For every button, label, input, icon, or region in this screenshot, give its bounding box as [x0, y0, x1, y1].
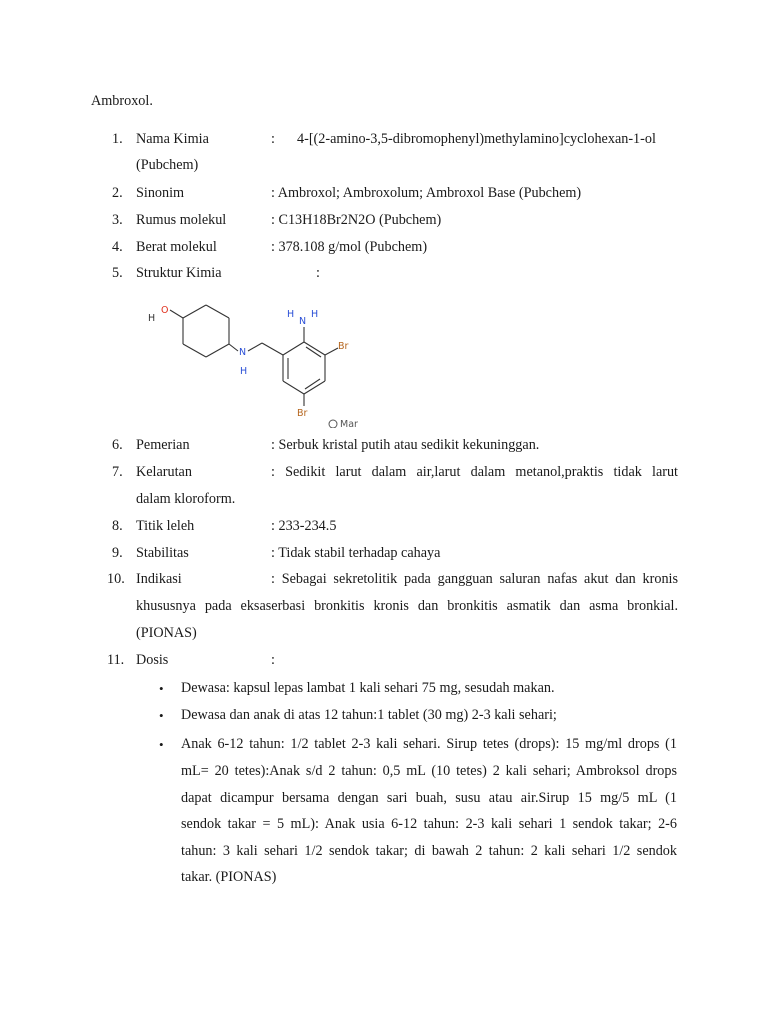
atom-label: N	[239, 347, 247, 358]
dosis-bullet-text: Dewasa dan anak di atas 12 tahun:1 tablet (30 mg) 2-3 kali sehari;	[181, 707, 557, 723]
item-label: Berat molekul	[136, 239, 217, 255]
item-number: 3.	[112, 212, 123, 228]
item-value: : C13H18Br2N2O (Pubchem)	[271, 212, 442, 228]
item-label: Struktur Kimia	[136, 265, 222, 281]
atom-label: H	[148, 313, 156, 324]
dosis-bullet-text-line: takar. (PIONAS)	[181, 869, 277, 885]
item-number: 11.	[107, 652, 125, 668]
bullet-icon: •	[159, 681, 164, 696]
dosis-bullet-text-line: dapat dicampur bersama dengan sari buah, susu atau air.Sirup 15 mg/5 mL (1	[181, 790, 677, 806]
atom-label: N	[299, 316, 307, 327]
atom-label: H	[240, 366, 248, 377]
item-value: 4-[(2-amino-3,5-dibromophenyl)methylamino]cyclohexan-1-ol	[297, 131, 656, 147]
item-label: Pemerian	[136, 437, 190, 453]
item-value: : 378.108 g/mol (Pubchem)	[271, 239, 428, 255]
item-label: Nama Kimia	[136, 131, 209, 147]
item-label: Rumus molekul	[136, 212, 227, 228]
item-label: Stabilitas	[136, 545, 189, 561]
item-label: Dosis	[136, 652, 169, 668]
item-value-continued: (PIONAS)	[136, 625, 197, 641]
document-title: Ambroxol.	[91, 93, 153, 109]
dosis-bullet-text-line: Anak 6-12 tahun: 1/2 tablet 2-3 kali sehari. Sirup tetes (drops): 15 mg/ml drops (1	[181, 736, 677, 752]
item-value: : 233-234.5	[271, 518, 337, 534]
atom-label: H	[311, 309, 319, 320]
item-value: : Ambroxol; Ambroxolum; Ambroxol Base (Pubchem)	[271, 185, 582, 201]
atom-label: O	[161, 305, 169, 316]
atom-label: Br	[338, 341, 349, 352]
item-colon: :	[316, 265, 320, 281]
item-value: : Sedikit larut dalam air,larut dalam metanol,praktis tidak larut	[271, 464, 678, 480]
dosis-bullet-text: Dewasa: kapsul lepas lambat 1 kali sehari 75 mg, sesudah makan.	[181, 680, 555, 696]
item-value-continued: dalam kloroform.	[136, 491, 236, 507]
atom-label: H	[287, 309, 295, 320]
item-number: 5.	[112, 265, 123, 281]
item-label: Indikasi	[136, 571, 182, 587]
item-label: Sinonim	[136, 185, 185, 201]
item-value: : Serbuk kristal putih atau sedikit kekuninggan.	[271, 437, 540, 453]
item-number: 6.	[112, 437, 123, 453]
item-colon: :	[271, 131, 275, 147]
zoom-icon	[329, 420, 337, 428]
chemical-structure-diagram	[140, 296, 380, 428]
item-label: Kelarutan	[136, 464, 192, 480]
item-number: 9.	[112, 545, 123, 561]
item-value: : Tidak stabil terhadap cahaya	[271, 545, 441, 561]
structure-watermark: Mar	[340, 419, 358, 428]
dosis-bullet-text-line: tahun: 3 kali sehari 1/2 sendok takar; di bawah 2 tahun: 2 kali sehari 1/2 sendok	[181, 843, 677, 859]
item-value-continued: khususnya pada eksaserbasi bronkitis kronis dan bronkitis asmatik dan asma bronkial.	[136, 598, 678, 614]
chemical-structure	[140, 296, 380, 428]
item-value: : Sebagai sekretolitik pada gangguan saluran nafas akut dan kronis	[271, 571, 678, 587]
item-number: 10.	[107, 571, 125, 587]
item-number: 2.	[112, 185, 123, 201]
item-number: 4.	[112, 239, 123, 255]
item-label: Titik leleh	[136, 518, 195, 534]
bullet-icon: •	[159, 737, 164, 752]
dosis-bullet-text-line: mL= 20 tetes):Anak s/d 2 tahun: 0,5 mL (10 tetes) 2 kali sehari; Ambroksol drops	[181, 763, 677, 779]
item-number: 1.	[112, 131, 123, 147]
dosis-bullet-text-line: sendok takar = 5 mL): Anak usia 6-12 tahun: 2-3 kali sehari 1 sendok takar; 2-6	[181, 816, 677, 832]
item-number: 8.	[112, 518, 123, 534]
bullet-icon: •	[159, 708, 164, 723]
item-value-continued: (Pubchem)	[136, 157, 199, 173]
item-number: 7.	[112, 464, 123, 480]
item-colon: :	[271, 652, 275, 668]
atom-label: Br	[297, 408, 308, 419]
